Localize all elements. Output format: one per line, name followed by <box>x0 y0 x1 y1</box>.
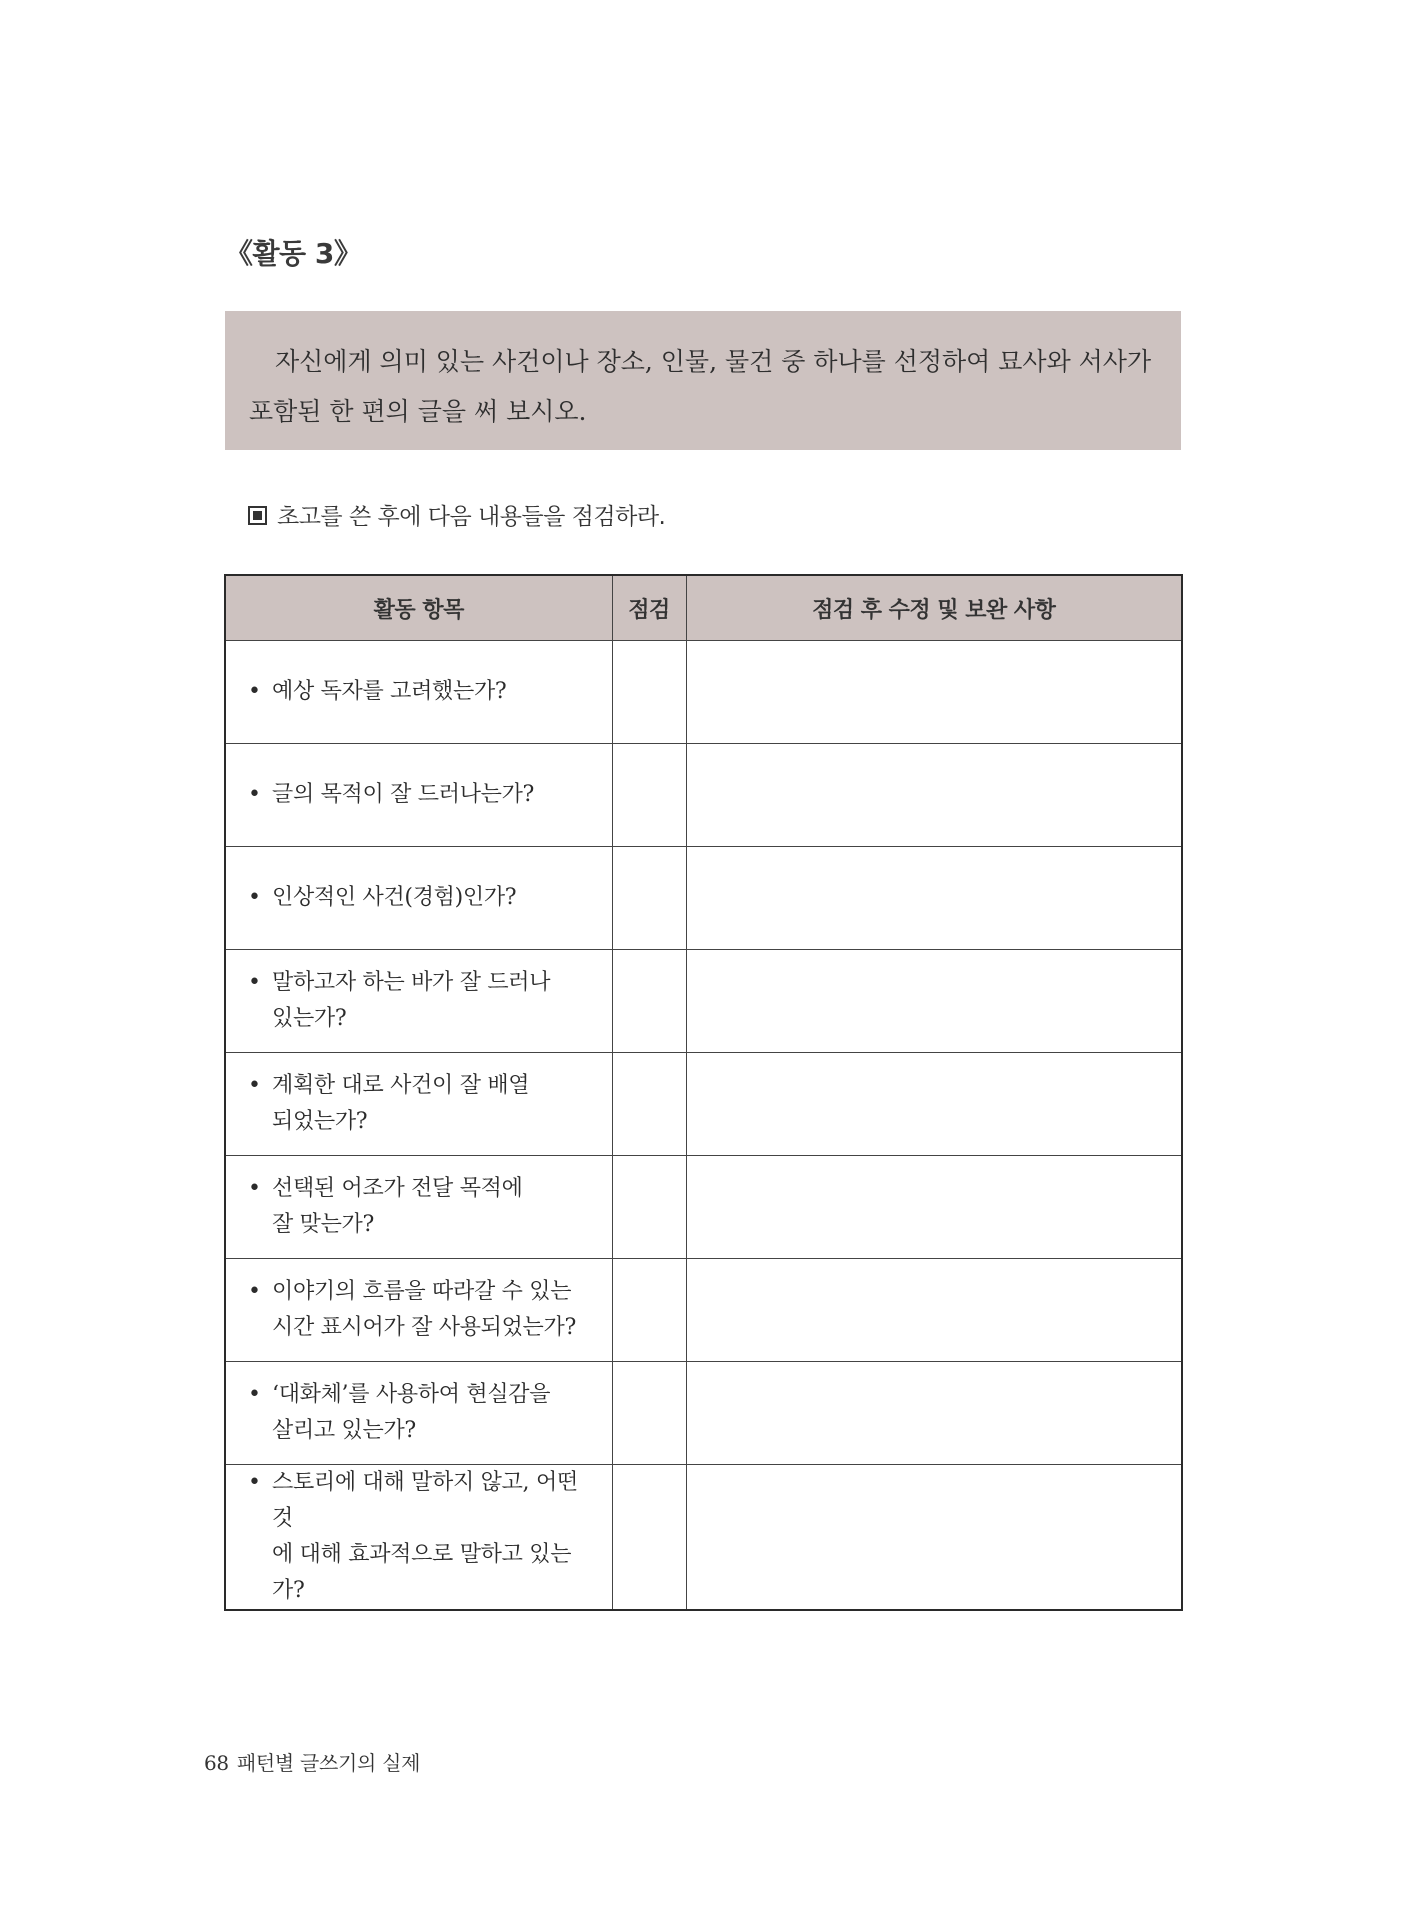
revision-cell[interactable] <box>686 1156 1182 1259</box>
page-footer <box>204 1747 420 1776</box>
check-cell[interactable] <box>612 1465 686 1611</box>
checklist-table <box>224 574 1183 1611</box>
header-check: 점검 <box>612 575 686 641</box>
revision-cell[interactable] <box>686 1053 1182 1156</box>
activity-title: 《활동 3》 <box>225 237 362 270</box>
item-cell: • 글의 목적이 잘 드러나는가? <box>225 744 612 847</box>
table-row <box>225 847 1182 950</box>
check-cell[interactable] <box>612 1156 686 1259</box>
prompt-box <box>225 311 1181 450</box>
page-number: 68 <box>204 1751 229 1775</box>
item-cell: • 예상 독자를 고려했는가? <box>225 641 612 744</box>
check-cell[interactable] <box>612 1362 686 1465</box>
table-header-row <box>225 575 1182 641</box>
header-activity-item: 활동 항목 <box>225 575 612 641</box>
item-cell: • ‘대화체’를 사용하여 현실감을 살리고 있는가? <box>225 1362 612 1465</box>
bullet-icon: • <box>248 782 261 807</box>
bullet-icon: • <box>248 970 261 995</box>
revision-cell[interactable] <box>686 1362 1182 1465</box>
revision-cell[interactable] <box>686 641 1182 744</box>
item-cell: • 이야기의 흐름을 따라갈 수 있는 시간 표시어가 잘 사용되었는가? <box>225 1259 612 1362</box>
bullet-icon: • <box>248 885 261 910</box>
item-cell: • 말하고자 하는 바가 잘 드러나 있는가? <box>225 950 612 1053</box>
table-row <box>225 950 1182 1053</box>
item-cell: • 선택된 어조가 전달 목적에 잘 맞는가? <box>225 1156 612 1259</box>
table-row <box>225 744 1182 847</box>
revision-cell[interactable] <box>686 744 1182 847</box>
check-cell[interactable] <box>612 641 686 744</box>
check-cell[interactable] <box>612 950 686 1053</box>
table-row <box>225 1362 1182 1465</box>
bullet-icon: • <box>248 1073 261 1098</box>
instruction <box>248 498 665 531</box>
book-title: 패턴별 글쓰기의 실제 <box>236 1751 421 1775</box>
table-row <box>225 641 1182 744</box>
item-cell: • 인상적인 사건(경험)인가? <box>225 847 612 950</box>
check-cell[interactable] <box>612 847 686 950</box>
check-cell[interactable] <box>612 1053 686 1156</box>
table-row <box>225 1156 1182 1259</box>
header-revision-notes: 점검 후 수정 및 보완 사항 <box>686 575 1182 641</box>
table-row <box>225 1259 1182 1362</box>
table-row <box>225 1465 1182 1611</box>
instruction-text: 초고를 쓴 후에 다음 내용들을 점검하라. <box>277 504 666 530</box>
revision-cell[interactable] <box>686 847 1182 950</box>
revision-cell[interactable] <box>686 1259 1182 1362</box>
bullet-icon: • <box>248 1382 261 1407</box>
bullet-icon: • <box>248 1279 261 1304</box>
check-cell[interactable] <box>612 1259 686 1362</box>
revision-cell[interactable] <box>686 950 1182 1053</box>
revision-cell[interactable] <box>686 1465 1182 1611</box>
prompt-line-2: 포함된 한 편의 글을 써 보시오. <box>249 397 587 426</box>
item-cell: • 스토리에 대해 말하지 않고, 어떤 것 에 대해 효과적으로 말하고 있는가? <box>225 1465 612 1611</box>
square-bullet-icon <box>248 506 267 525</box>
bullet-icon: • <box>248 679 261 704</box>
bullet-icon: • <box>248 1470 261 1495</box>
table-row <box>225 1053 1182 1156</box>
prompt-line-1: 자신에게 의미 있는 사건이나 장소, 인물, 물건 중 하나를 선정하여 묘사와 서사가 <box>275 347 1152 376</box>
bullet-icon: • <box>248 1176 261 1201</box>
item-cell: • 계획한 대로 사건이 잘 배열 되었는가? <box>225 1053 612 1156</box>
check-cell[interactable] <box>612 744 686 847</box>
